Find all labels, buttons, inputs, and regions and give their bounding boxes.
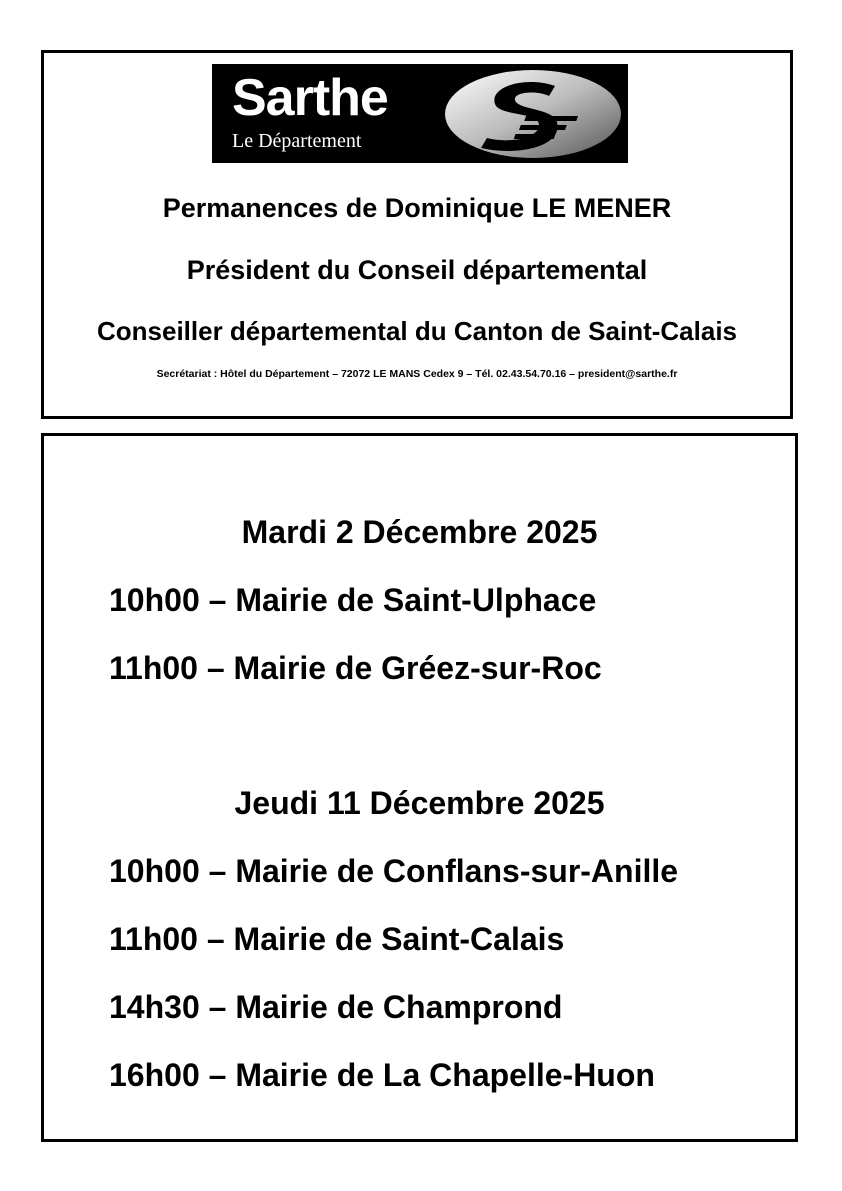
header-contact: Secrétariat : Hôtel du Département – 72072 LE MANS Cedex 9 – Tél. 02.43.54.70.16 – president@sarthe.fr [156,368,678,380]
schedule-slot: 10h00 – Mairie de Saint-Ulphace [109,582,597,618]
sarthe-s-emblem-icon [437,64,628,163]
logo-subtitle: Le Département [232,130,362,152]
logo-brand: Sarthe [232,69,388,127]
schedule-date-2: Jeudi 11 Décembre 2025 [234,785,605,821]
schedule-slot: 14h30 – Mairie de Champrond [109,989,563,1025]
header-canton: Conseiller départemental du Canton de Saint-Calais [96,316,738,346]
header-title: Permanences de Dominique LE MENER [162,193,672,223]
schedule-box [41,433,798,1142]
schedule-slot: 11h00 – Mairie de Saint-Calais [109,921,565,957]
header-role: Président du Conseil départemental [186,255,648,285]
sarthe-logo [212,64,628,163]
schedule-slot: 11h00 – Mairie de Gréez-sur-Roc [109,650,602,686]
schedule-slot: 10h00 – Mairie de Conflans-sur-Anille [109,853,679,889]
schedule-date-1: Mardi 2 Décembre 2025 [241,514,598,550]
header-box [41,50,793,419]
schedule-slot: 16h00 – Mairie de La Chapelle-Huon [109,1057,655,1093]
